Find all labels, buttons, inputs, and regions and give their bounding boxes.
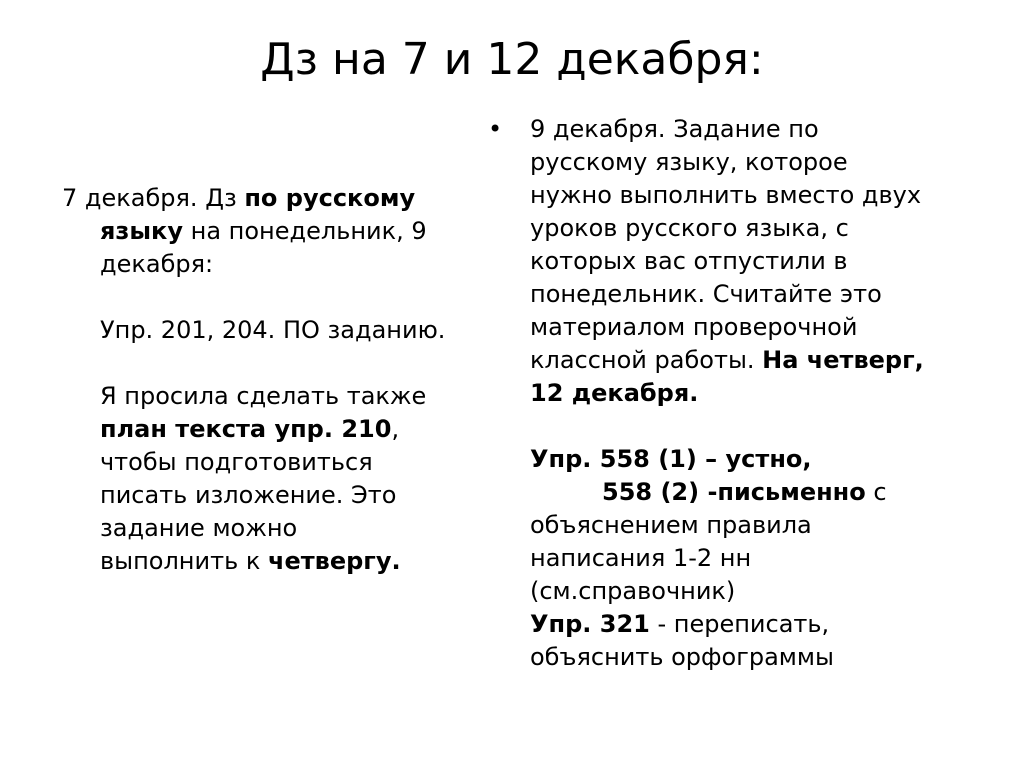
right-line: [530, 608, 990, 641]
right-line: написания 1-2 нн: [530, 544, 752, 572]
left-bold-text: языку: [100, 217, 183, 245]
bullet-icon: •: [488, 115, 503, 143]
left-line: декабря:: [100, 250, 214, 278]
left-column-text: [62, 182, 502, 578]
right-line: русскому языку, которое: [530, 148, 848, 176]
left-date-text: 7 декабря. Дз: [62, 184, 245, 212]
left-text: выполнить к: [100, 547, 268, 575]
right-bold-text: 12 декабря.: [530, 379, 699, 407]
right-line: понедельник. Считайте это: [530, 280, 882, 308]
right-line: [530, 443, 990, 476]
right-bold-text: Упр. 321: [530, 610, 650, 638]
left-line: задание можно: [100, 514, 298, 542]
right-text: с: [865, 478, 887, 506]
right-line: уроков русского языка, с: [530, 214, 849, 242]
left-line: [62, 413, 502, 446]
slide-title: Дз на 7 и 12 декабря:: [260, 34, 764, 85]
left-line: Упр. 201, 204. ПО заданию.: [100, 316, 446, 344]
right-line: (см.справочник): [530, 577, 736, 605]
right-text: - переписать,: [649, 610, 830, 638]
right-line: 9 декабря. Задание по: [530, 115, 819, 143]
right-line: [530, 476, 990, 509]
left-bold-text: по русскому: [244, 184, 416, 212]
right-bold-text: 558 (2) -письменно: [602, 478, 866, 506]
left-line: Я просила сделать также: [100, 382, 427, 410]
right-column-text: [530, 113, 990, 674]
left-line: писать изложение. Это: [100, 481, 397, 509]
left-text: на понедельник, 9: [183, 217, 427, 245]
left-line: [62, 182, 502, 215]
right-line: [530, 377, 990, 410]
left-line: [62, 215, 502, 248]
right-line: [530, 344, 990, 377]
left-bold-text: четвергу.: [267, 547, 401, 575]
left-text: ,: [391, 415, 400, 443]
left-line: [62, 545, 502, 578]
left-line: чтобы подготовиться: [100, 448, 373, 476]
right-line: объяснением правила: [530, 511, 812, 539]
right-line: нужно выполнить вместо двух: [530, 181, 922, 209]
right-text: классной работы.: [530, 346, 763, 374]
left-bold-text: план текста упр. 210: [100, 415, 392, 443]
right-line: которых вас отпустили в: [530, 247, 848, 275]
right-bold-text: На четверг,: [762, 346, 924, 374]
right-line: материалом проверочной: [530, 313, 858, 341]
right-bold-text: Упр. 558 (1) – устно,: [530, 445, 812, 473]
right-line: объяснить орфограммы: [530, 643, 834, 671]
